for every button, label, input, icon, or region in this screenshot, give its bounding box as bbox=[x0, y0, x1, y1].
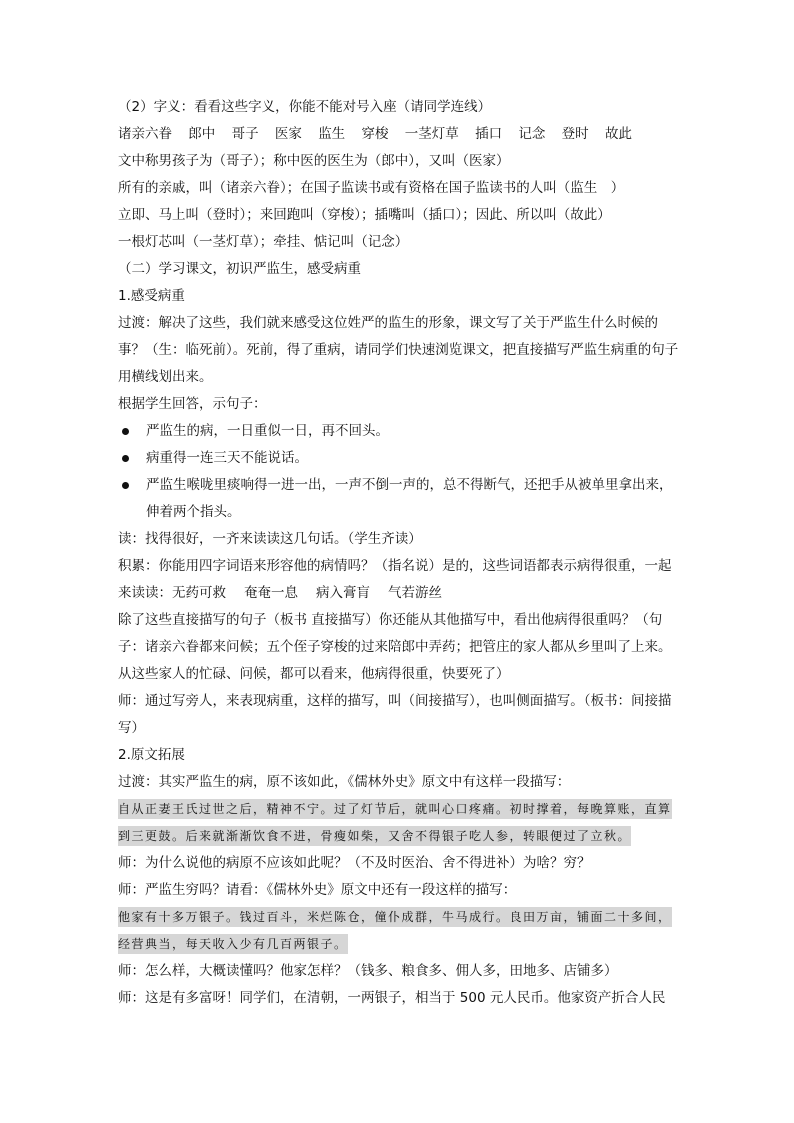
word-list bbox=[118, 121, 683, 148]
paragraph: 除了这些直接描写的句子（板书 直接描写）你还能从其他描写中，看出他病得很重吗？（句子：诸亲六眷都来问候；五个侄子穿梭的过来陪郎中弄药；把管庄的家人都从乡里叫了上来。从这些家人的忙碌、问候，都可以看来，他病得很重，快要死了） bbox=[118, 612, 672, 682]
list-item bbox=[118, 418, 683, 445]
paragraph: 所有的亲戚，叫（诸亲六眷）；在国子监读书或有资格在国子监读书的人叫（监生 ） bbox=[118, 180, 625, 196]
bullet-icon bbox=[122, 455, 129, 462]
paragraph: 过渡：其实严监生的病，原不该如此，《儒林外史》原文中有这样一段描写： bbox=[118, 774, 571, 790]
quote-text: 自从正妻王氏过世之后，精神不宁。过了灯节后，就叫心口疼痛。初时撑着，每晚算账，直算到三更鼓。后来就渐渐饮食不进，骨瘦如柴，又舍不得银子吃人参，转眼便过了立秋。 bbox=[118, 799, 672, 846]
idiom-item: 病入膏肓 bbox=[316, 585, 370, 601]
paragraph: （2）字义：看看这些字义，你能不能对号入座（请同学连线） bbox=[118, 99, 492, 115]
paragraph: 一根灯芯叫（一茎灯草）；牵挂、惦记叫（记念） bbox=[118, 234, 409, 250]
quote-block bbox=[118, 904, 683, 958]
list-item-text: 严监生的病，一日重似一日，再不回头。 bbox=[146, 423, 389, 439]
word-item: 故此 bbox=[604, 126, 632, 142]
list-item-text: 严监生喉咙里痰响得一进一出，一声不倒一声的，总不得断气，还把手从被单里拿出来，伸着两个指头。 bbox=[146, 477, 673, 520]
word-item: 哥子 bbox=[231, 126, 259, 142]
bullet-icon bbox=[122, 428, 129, 435]
list-item-text: 病重得一连三天不能说话。 bbox=[146, 450, 308, 466]
word-item: 登时 bbox=[561, 126, 589, 142]
word-item: 插口 bbox=[475, 126, 503, 142]
quote-block bbox=[118, 796, 683, 850]
document-body bbox=[118, 94, 683, 1012]
paragraph bbox=[118, 553, 683, 607]
word-item: 诸亲六眷 bbox=[118, 126, 172, 142]
paragraph: 文中称男孩子为（哥子）；称中医的医生为（郎中），又叫（医家） bbox=[118, 153, 510, 169]
paragraph: 根据学生回答，示句子： bbox=[118, 396, 267, 412]
paragraph: 师：为什么说他的病原不应该如此呢？（不及时医治、舍不得进补）为啥？穷？ bbox=[118, 855, 591, 871]
quote-text: 他家有十多万银子。钱过百斗，米烂陈仓，僮仆成群，牛马成行。良田万亩，铺面二十多间，经营典当，每天收入少有几百两银子。 bbox=[118, 907, 672, 954]
word-item: 穿梭 bbox=[361, 126, 389, 142]
section-heading: （二）学习课文，初识严监生，感受病重 bbox=[118, 261, 361, 277]
idiom-list bbox=[172, 585, 460, 601]
paragraph: 读：找得很好，一齐来读读这几句话。（学生齐读） bbox=[118, 531, 422, 547]
word-item: 一茎灯草 bbox=[404, 126, 459, 142]
bullet-icon bbox=[122, 482, 129, 489]
idiom-item: 奄奄一息 bbox=[244, 585, 298, 601]
word-item: 郎中 bbox=[188, 126, 216, 142]
word-item: 记念 bbox=[518, 126, 546, 142]
bullet-list bbox=[118, 418, 683, 526]
word-item: 医家 bbox=[274, 126, 302, 142]
list-item bbox=[118, 445, 683, 472]
paragraph: 师：通过写旁人，来表现病重，这样的描写，叫（间接描写），也叫侧面描写。（板书：间接描写） bbox=[118, 693, 672, 736]
paragraph: 师：这是有多富呀！同学们，在清朝，一两银子，相当于 500 元人民币。他家资产折合人民 bbox=[118, 990, 666, 1006]
paragraph-text: 积累：你能用四字词语来形容他的病情吗？（指名说）是的，这些词语都表示病得很重，一起来读读： bbox=[118, 558, 672, 601]
paragraph: 师：严监生穷吗？请看：《儒林外史》原文中还有一段这样的描写： bbox=[118, 882, 517, 898]
paragraph: 立即、马上叫（登时）；来回跑叫（穿梭）；插嘴叫（插口）；因此、所以叫（故此） bbox=[118, 207, 611, 223]
idiom-item: 无药可救 bbox=[172, 585, 226, 601]
word-item: 监生 bbox=[318, 126, 346, 142]
idiom-item: 气若游丝 bbox=[388, 585, 442, 601]
paragraph: 过渡：解决了这些，我们就来感受这位姓严的监生的形象，课文写了关于严监生什么时候的事？（生：临死前）。死前，得了重病，请同学们快速浏览课文，把直接描写严监生病重的句子用横线划出来。 bbox=[118, 315, 679, 385]
list-item bbox=[118, 472, 683, 526]
paragraph: 师：怎么样，大概读懂吗？他家怎样？（钱多、粮食多、佣人多，田地多、店铺多） bbox=[118, 963, 618, 979]
subsection-heading: 1.感受病重 bbox=[118, 288, 185, 304]
subsection-heading: 2.原文拓展 bbox=[118, 747, 185, 763]
